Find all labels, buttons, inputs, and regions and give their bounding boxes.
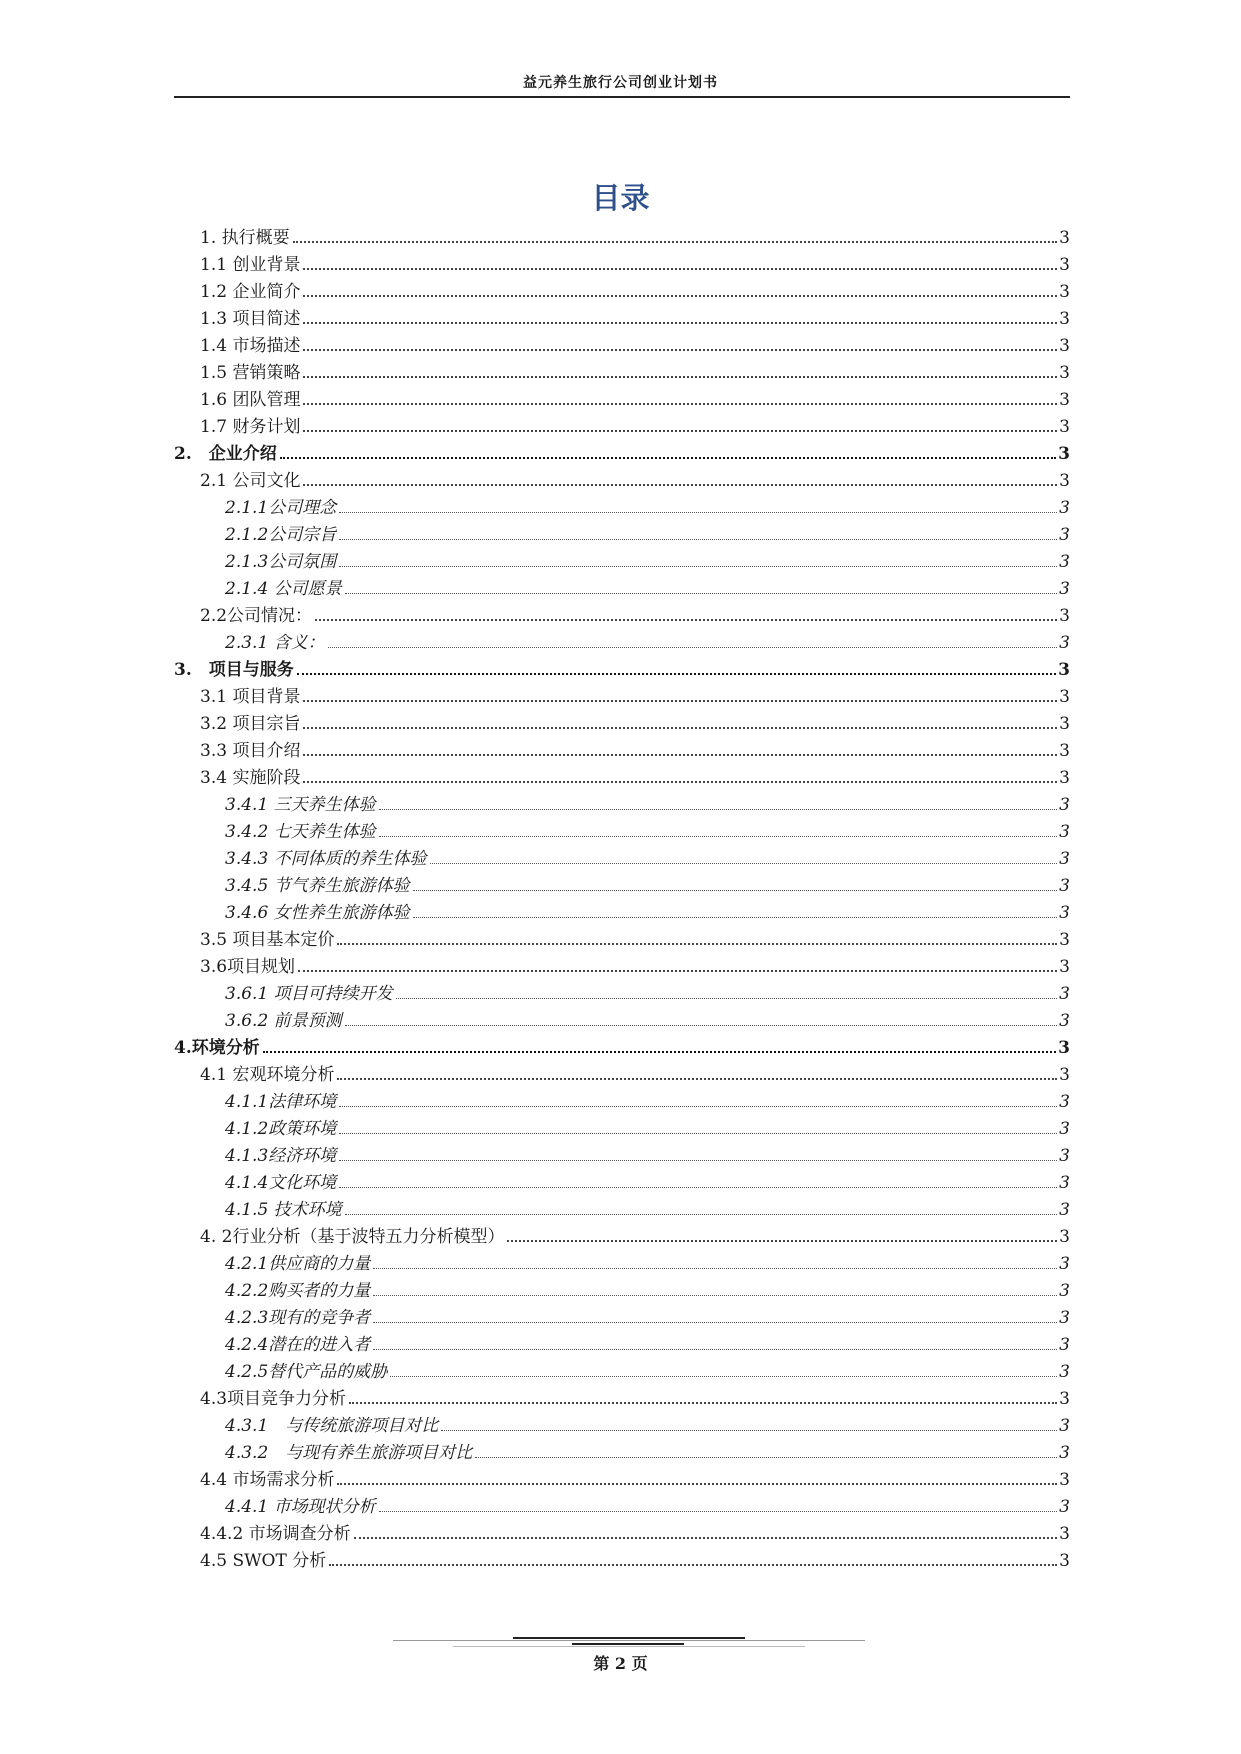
toc-entry-label: 3.1 项目背景 [200, 687, 301, 707]
toc-dot-leader [303, 295, 1057, 297]
toc-dot-leader [337, 1078, 1057, 1080]
toc-entry-page: 3 [1059, 363, 1070, 383]
toc-entry-page: 3 [1059, 957, 1070, 977]
toc-entry[interactable] [174, 1413, 1070, 1440]
toc-entry[interactable] [174, 792, 1070, 819]
toc-entry-label: 3.4.5 节气养生旅游体验 [225, 876, 410, 896]
toc-entry[interactable] [174, 873, 1070, 900]
toc-entry[interactable] [174, 819, 1070, 846]
toc-entry-label: 4.环境分析 [174, 1038, 260, 1058]
toc-entry-page: 3 [1059, 1119, 1070, 1139]
toc-dot-leader [345, 1214, 1058, 1215]
toc-entry-page: 3 [1059, 903, 1070, 923]
toc-entry[interactable] [174, 981, 1070, 1008]
toc-dot-leader [263, 1051, 1056, 1053]
toc-dot-leader [373, 1349, 1057, 1350]
toc-entry-page: 3 [1059, 282, 1070, 302]
toc-dot-leader [303, 700, 1057, 702]
toc-entry-page: 3 [1059, 1497, 1070, 1517]
toc-entry[interactable] [174, 954, 1070, 981]
toc-entry-page: 3 [1059, 552, 1070, 572]
toc-dot-leader [373, 1268, 1057, 1269]
toc-dot-leader [303, 322, 1057, 324]
toc-entry-label: 1.5 营销策略 [200, 363, 301, 383]
toc-entry[interactable] [174, 279, 1070, 306]
toc-entry-label: 3. 项目与服务 [174, 660, 294, 680]
toc-entry-label: 1.6 团队管理 [200, 390, 301, 410]
toc-entry-label: 4.3.1 与传统旅游项目对比 [225, 1416, 439, 1436]
toc-entry[interactable] [174, 1359, 1070, 1386]
toc-entry[interactable] [174, 414, 1070, 441]
toc-entry-label: 4.1.5 技术环境 [225, 1200, 342, 1220]
toc-entry[interactable] [174, 441, 1070, 468]
toc-dot-leader [396, 998, 1058, 999]
toc-entry[interactable] [174, 1035, 1070, 1062]
toc-dot-leader [303, 430, 1057, 432]
toc-entry-page: 3 [1059, 768, 1070, 788]
toc-entry[interactable] [174, 765, 1070, 792]
toc-entry-label: 4.4 市场需求分析 [200, 1470, 335, 1490]
toc-entry-page: 3 [1059, 579, 1070, 599]
toc-entry-page: 3 [1059, 1281, 1070, 1301]
toc-entry-label: 3.4.3 不同体质的养生体验 [225, 849, 427, 869]
toc-entry[interactable] [174, 468, 1070, 495]
toc-entry[interactable] [174, 657, 1070, 684]
toc-dot-leader [345, 1025, 1058, 1026]
toc-entry-label: 4.2.1供应商的力量 [225, 1254, 371, 1274]
toc-entry-page: 3 [1059, 606, 1070, 626]
toc-entry-label: 4.1.3经济环境 [225, 1146, 337, 1166]
toc-entry-page: 3 [1059, 336, 1070, 356]
toc-entry[interactable] [174, 927, 1070, 954]
toc-dot-leader [303, 781, 1057, 783]
toc-entry[interactable] [174, 603, 1070, 630]
toc-entry-label: 2.1.1公司理念 [225, 498, 337, 518]
toc-entry-page: 3 [1059, 930, 1070, 950]
toc-entry-label: 4.4.1 市场现状分析 [225, 1497, 376, 1517]
toc-entry[interactable] [174, 1062, 1070, 1089]
toc-entry-label: 1.1 创业背景 [200, 255, 301, 275]
toc-entry[interactable] [174, 1224, 1070, 1251]
toc-entry-label: 4.1 宏观环境分析 [200, 1065, 335, 1085]
toc-entry-page: 3 [1059, 1524, 1070, 1544]
toc-dot-leader [339, 1106, 1057, 1107]
toc-entry[interactable] [174, 1143, 1070, 1170]
toc-dot-leader [297, 673, 1056, 675]
toc-entry-page: 3 [1059, 1308, 1070, 1328]
toc-dot-leader [339, 566, 1057, 567]
toc-entry-label: 4.2.3现有的竞争者 [225, 1308, 371, 1328]
toc-entry-label: 4.4.2 市场调查分析 [200, 1524, 351, 1544]
toc-entry-page: 3 [1059, 741, 1070, 761]
toc-dot-leader [339, 539, 1057, 540]
toc-dot-leader [354, 1537, 1058, 1539]
page-number: 第 2 页 [593, 1654, 648, 1673]
toc-entry-label: 1. 执行概要 [200, 228, 290, 248]
toc-entry-page: 3 [1059, 1551, 1070, 1571]
toc-entry[interactable] [174, 1197, 1070, 1224]
toc-entry[interactable] [174, 630, 1070, 657]
toc-entry-page: 3 [1059, 1146, 1070, 1166]
toc-entry[interactable] [174, 387, 1070, 414]
toc-entry-page: 3 [1059, 1200, 1070, 1220]
toc-title: 目录 [591, 181, 650, 215]
toc-dot-leader [373, 1322, 1057, 1323]
toc-dot-leader [337, 1483, 1057, 1485]
toc-dot-leader [337, 943, 1057, 945]
toc-entry[interactable] [174, 1494, 1070, 1521]
toc-entry[interactable] [174, 738, 1070, 765]
toc-entry-page: 3 [1059, 1227, 1070, 1247]
toc-entry-label: 4.1.4文化环境 [225, 1173, 337, 1193]
toc-dot-leader [328, 647, 1058, 648]
toc-entry-page: 3 [1059, 1362, 1070, 1382]
toc-entry[interactable] [174, 333, 1070, 360]
toc-entry-label: 3.6.2 前景预测 [225, 1011, 342, 1031]
toc-entry-page: 3 [1059, 228, 1070, 248]
toc-entry-page: 3 [1059, 1470, 1070, 1490]
toc-dot-leader [280, 457, 1056, 459]
toc-dot-leader [379, 809, 1058, 810]
toc-dot-leader [339, 512, 1057, 513]
toc-entry-page: 3 [1059, 498, 1070, 518]
toc-entry-page: 3 [1058, 1038, 1070, 1058]
toc-entry-page: 3 [1059, 417, 1070, 437]
toc-dot-leader [303, 754, 1057, 756]
toc-entry-label: 4.5 SWOT 分析 [200, 1551, 327, 1571]
toc-entry-page: 3 [1059, 471, 1070, 491]
toc-entry[interactable] [174, 1332, 1070, 1359]
toc-entry-label: 1.2 企业简介 [200, 282, 301, 302]
toc-entry-page: 3 [1059, 1092, 1070, 1112]
toc-dot-leader [303, 376, 1057, 378]
toc-entry-page: 3 [1059, 390, 1070, 410]
toc-entry[interactable] [174, 522, 1070, 549]
toc-entry-page: 3 [1059, 876, 1070, 896]
toc-dot-leader [303, 349, 1057, 351]
toc-entry-label: 2.1.4 公司愿景 [225, 579, 342, 599]
toc-entry-label: 4.1.1法律环境 [225, 1092, 337, 1112]
toc-dot-leader [475, 1457, 1057, 1458]
toc-dot-leader [303, 403, 1057, 405]
toc-entry-label: 3.5 项目基本定价 [200, 930, 335, 950]
table-of-contents [174, 225, 1070, 1575]
toc-entry[interactable] [174, 1116, 1070, 1143]
toc-dot-leader [303, 727, 1057, 729]
toc-entry-label: 2. 企业介绍 [174, 444, 277, 464]
toc-entry[interactable] [174, 576, 1070, 603]
toc-dot-leader [303, 484, 1057, 486]
toc-entry-page: 3 [1059, 714, 1070, 734]
toc-entry[interactable] [174, 225, 1070, 252]
header-divider [174, 96, 1070, 98]
toc-entry[interactable] [174, 1089, 1070, 1116]
toc-dot-leader [379, 1511, 1058, 1512]
toc-entry-label: 4.2.2购买者的力量 [225, 1281, 371, 1301]
toc-entry-label: 3.4.2 七天养生体验 [225, 822, 376, 842]
toc-entry-page: 3 [1059, 1065, 1070, 1085]
toc-dot-leader [298, 970, 1057, 972]
toc-entry-label: 1.7 财务计划 [200, 417, 301, 437]
toc-entry[interactable] [174, 684, 1070, 711]
toc-entry-page: 3 [1059, 1254, 1070, 1274]
toc-entry[interactable] [174, 1386, 1070, 1413]
toc-entry[interactable] [174, 711, 1070, 738]
toc-entry[interactable] [174, 1440, 1070, 1467]
toc-dot-leader [413, 890, 1058, 891]
toc-entry-page: 3 [1058, 660, 1070, 680]
toc-dot-leader [390, 1376, 1057, 1377]
toc-entry-page: 3 [1059, 822, 1070, 842]
toc-dot-leader [413, 917, 1058, 918]
toc-dot-leader [329, 1564, 1057, 1566]
toc-entry-label: 2.2公司情况： [200, 606, 313, 626]
toc-entry-page: 3 [1059, 309, 1070, 329]
document-title: 益元养生旅行公司创业计划书 [523, 75, 718, 91]
toc-entry-label: 3.3 项目介绍 [200, 741, 301, 761]
toc-entry-page: 3 [1059, 984, 1070, 1004]
toc-dot-leader [293, 241, 1058, 243]
toc-entry-label: 2.1.2公司宗旨 [225, 525, 337, 545]
toc-entry-label: 1.3 项目简述 [200, 309, 301, 329]
toc-dot-leader [430, 863, 1058, 864]
toc-entry-label: 3.4.6 女性养生旅游体验 [225, 903, 410, 923]
toc-entry[interactable] [174, 1305, 1070, 1332]
toc-entry-page: 3 [1059, 849, 1070, 869]
toc-dot-leader [339, 1160, 1057, 1161]
toc-entry-label: 3.4.1 三天养生体验 [225, 795, 376, 815]
toc-entry[interactable] [174, 1278, 1070, 1305]
toc-entry-label: 4.3.2 与现有养生旅游项目对比 [225, 1443, 473, 1463]
toc-entry-label: 3.4 实施阶段 [200, 768, 301, 788]
toc-entry[interactable] [174, 549, 1070, 576]
toc-entry[interactable] [174, 1008, 1070, 1035]
toc-entry-label: 4. 2行业分析（基于波特五力分析模型） [200, 1227, 505, 1247]
toc-entry-page: 3 [1059, 255, 1070, 275]
toc-dot-leader [339, 1187, 1057, 1188]
toc-entry-label: 2.1.3公司氛围 [225, 552, 337, 572]
toc-entry-page: 3 [1059, 687, 1070, 707]
toc-entry-label: 3.2 项目宗旨 [200, 714, 301, 734]
toc-entry[interactable] [174, 1467, 1070, 1494]
toc-entry-label: 4.2.5替代产品的威胁 [225, 1362, 388, 1382]
toc-entry-page: 3 [1059, 1011, 1070, 1031]
toc-entry[interactable] [174, 846, 1070, 873]
toc-entry-label: 2.3.1 含义： [225, 633, 325, 653]
toc-dot-leader [441, 1430, 1057, 1431]
toc-dot-leader [349, 1402, 1057, 1404]
toc-entry[interactable] [174, 306, 1070, 333]
toc-entry[interactable] [174, 1521, 1070, 1548]
toc-entry-page: 3 [1059, 1335, 1070, 1355]
toc-entry-page: 3 [1059, 1389, 1070, 1409]
toc-dot-leader [315, 619, 1057, 621]
toc-entry-page: 3 [1059, 525, 1070, 545]
toc-entry-label: 3.6.1 项目可持续开发 [225, 984, 393, 1004]
toc-entry[interactable] [174, 900, 1070, 927]
toc-entry-label: 3.6项目规划 [200, 957, 296, 977]
toc-dot-leader [379, 836, 1058, 837]
toc-entry-page: 3 [1059, 795, 1070, 815]
toc-entry[interactable] [174, 1170, 1070, 1197]
toc-entry-page: 3 [1059, 1416, 1070, 1436]
toc-dot-leader [345, 593, 1058, 594]
toc-entry[interactable] [174, 1548, 1070, 1575]
toc-dot-leader [339, 1133, 1057, 1134]
toc-entry-page: 3 [1059, 1173, 1070, 1193]
toc-entry[interactable] [174, 495, 1070, 522]
toc-entry[interactable] [174, 360, 1070, 387]
toc-entry-label: 4.2.4潜在的进入者 [225, 1335, 371, 1355]
toc-entry-label: 4.3项目竞争力分析 [200, 1389, 347, 1409]
toc-entry-label: 1.4 市场描述 [200, 336, 301, 356]
toc-entry[interactable] [174, 252, 1070, 279]
toc-dot-leader [507, 1240, 1057, 1242]
toc-entry-page: 3 [1059, 633, 1070, 653]
toc-dot-leader [303, 268, 1057, 270]
toc-entry[interactable] [174, 1251, 1070, 1278]
toc-entry-page: 3 [1059, 1443, 1070, 1463]
toc-entry-page: 3 [1058, 444, 1070, 464]
toc-dot-leader [373, 1295, 1057, 1296]
toc-entry-label: 4.1.2政策环境 [225, 1119, 337, 1139]
toc-entry-label: 2.1 公司文化 [200, 471, 301, 491]
